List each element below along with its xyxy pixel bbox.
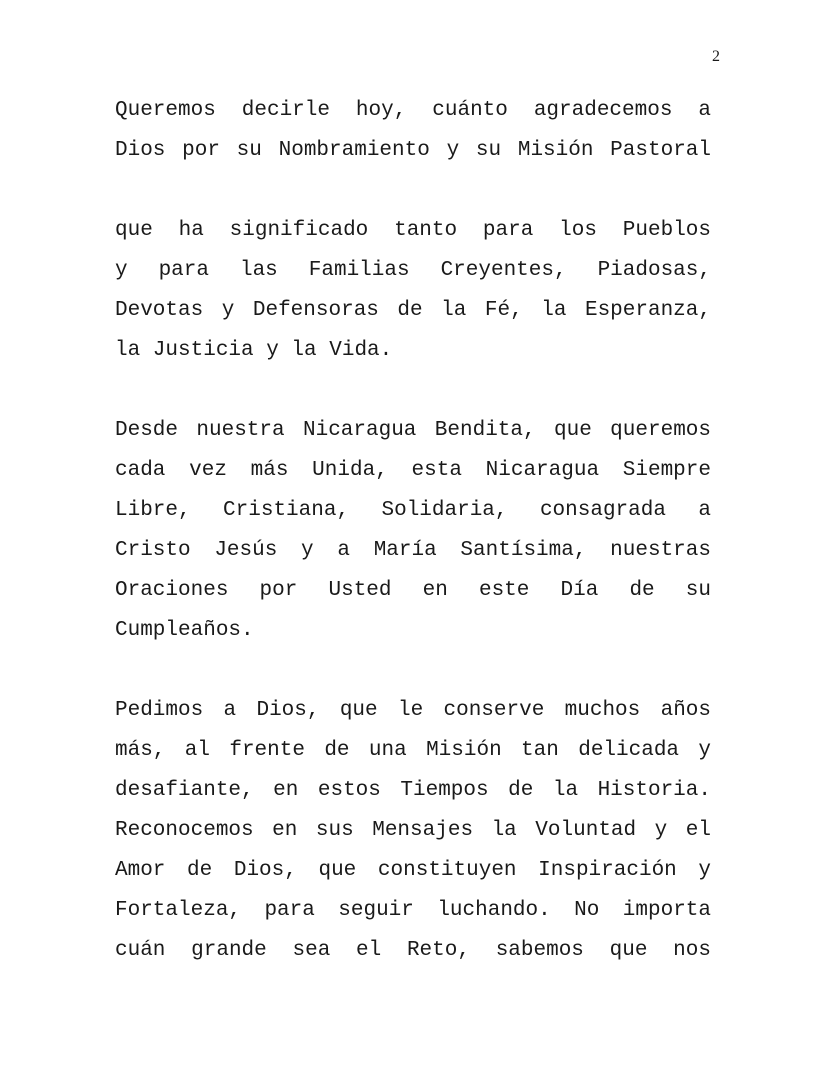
text-line: Devotas y Defensoras de la Fé, la Esperanza, [115, 299, 711, 322]
text-line: Cumpleaños. [115, 619, 254, 642]
text-line: Oraciones por Usted en este Día de su [115, 579, 711, 602]
text-line: la Justicia y la Vida. [115, 339, 393, 362]
letter-body [115, 91, 711, 1011]
paragraph-4 [115, 691, 711, 971]
text-line: Queremos decirle hoy, cuánto agradecemos a [115, 99, 711, 122]
paragraph-2 [115, 211, 711, 371]
text-line: Reconocemos en sus Mensajes la Voluntad y el [115, 819, 711, 842]
text-line: más, al frente de una Misión tan delicada y [115, 739, 711, 762]
text-line: Fortaleza, para seguir luchando. No importa [115, 899, 711, 922]
text-line: Libre, Cristiana, Solidaria, consagrada a [115, 499, 711, 522]
text-line: Pedimos a Dios, que le conserve muchos años [115, 699, 711, 722]
paragraph-3 [115, 411, 711, 651]
text-line: Desde nuestra Nicaragua Bendita, que queremos [115, 419, 711, 442]
paragraph-1 [115, 91, 711, 171]
text-line: que ha significado tanto para los Pueblos [115, 219, 711, 242]
text-line: Cristo Jesús y a María Santísima, nuestras [115, 539, 711, 562]
text-line: desafiante, en estos Tiempos de la Historia. [115, 779, 711, 802]
page-number: 2 [712, 48, 720, 65]
text-line: cuán grande sea el Reto, sabemos que nos [115, 939, 711, 962]
text-line: Amor de Dios, que constituyen Inspiración y [115, 859, 711, 882]
text-line: Dios por su Nombramiento y su Misión Pastoral [115, 139, 711, 162]
text-line: y para las Familias Creyentes, Piadosas, [115, 259, 711, 282]
text-line: cada vez más Unida, esta Nicaragua Siempre [115, 459, 711, 482]
